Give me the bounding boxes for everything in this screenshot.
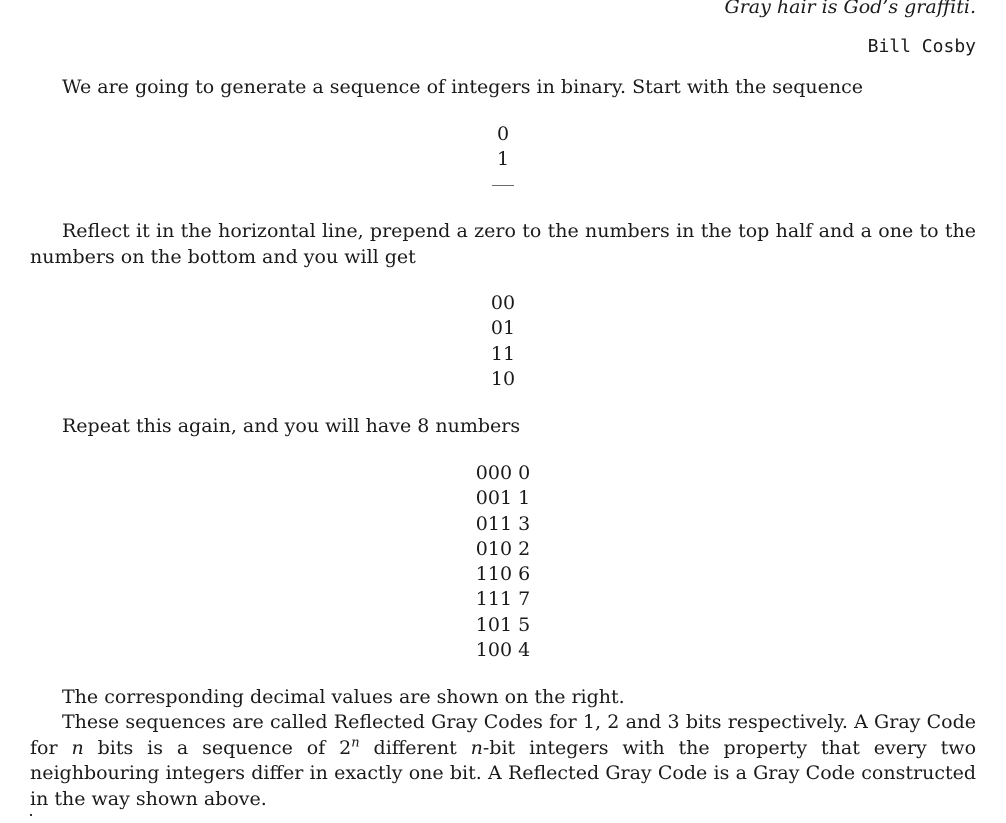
sequence-2bit-row: 10 (490, 367, 516, 390)
math-variable-n: n (470, 736, 483, 759)
reflection-line-row (30, 173, 976, 198)
definition-text: bits is a sequence of 2 (83, 736, 352, 759)
sequence-2bit-row: 00 (490, 292, 516, 314)
epigraph-author: Bill Cosby (867, 36, 976, 57)
sequence-3bit (30, 461, 976, 663)
sequence-2bit (30, 291, 976, 392)
sequence-3bit-row: 111 7 (475, 588, 531, 611)
sequence-3bit-row: 011 3 (475, 512, 531, 535)
sequence-3bit-row: 010 2 (475, 537, 531, 560)
intro-paragraph: We are going to generate a sequence of integers in binary. Start with the sequence (62, 76, 863, 98)
sequence-1bit-row: 0 (496, 123, 510, 145)
definition-paragraph (30, 710, 976, 812)
repeat-paragraph: Repeat this again, and you will have 8 numbers (62, 415, 521, 437)
definition-text: different (359, 736, 471, 759)
decimal-note-paragraph: The corresponding decimal values are shown on the right. (62, 686, 625, 708)
sequence-3bit-row: 001 1 (475, 487, 531, 510)
sequence-3bit-row: 000 0 (475, 462, 531, 484)
sequence-2bit-row: 01 (490, 317, 516, 340)
sequence-3bit-row: 100 4 (475, 639, 531, 662)
page-mark (30, 814, 32, 816)
epigraph-quote: Gray hair is God’s graffiti. (724, 0, 976, 18)
sequence-3bit-row: 110 6 (475, 563, 531, 586)
definition-text: -bit integers with the property that every two neighbouring integers differ in exactly one bit. A Reflected Gray Code is a Gray Code constructed in the way shown above. (30, 736, 977, 810)
definition-text: These sequences are called Reflected Gray Codes for 1, 2 and 3 bits respectively. A Gray Code for (30, 711, 976, 759)
document-page (30, 0, 976, 823)
sequence-1bit-row: 1 (496, 148, 510, 171)
math-variable-n: n (71, 736, 84, 759)
reflect-paragraph: Reflect it in the horizontal line, prepend a zero to the numbers in the top half and a one to the numbers on the bottom and you will get (30, 220, 976, 268)
math-exponent-n: n (351, 735, 360, 751)
sequence-2bit-row: 11 (490, 342, 516, 365)
reflection-line (492, 185, 514, 186)
sequence-1bit (30, 122, 976, 198)
sequence-3bit-row: 101 5 (475, 613, 531, 636)
